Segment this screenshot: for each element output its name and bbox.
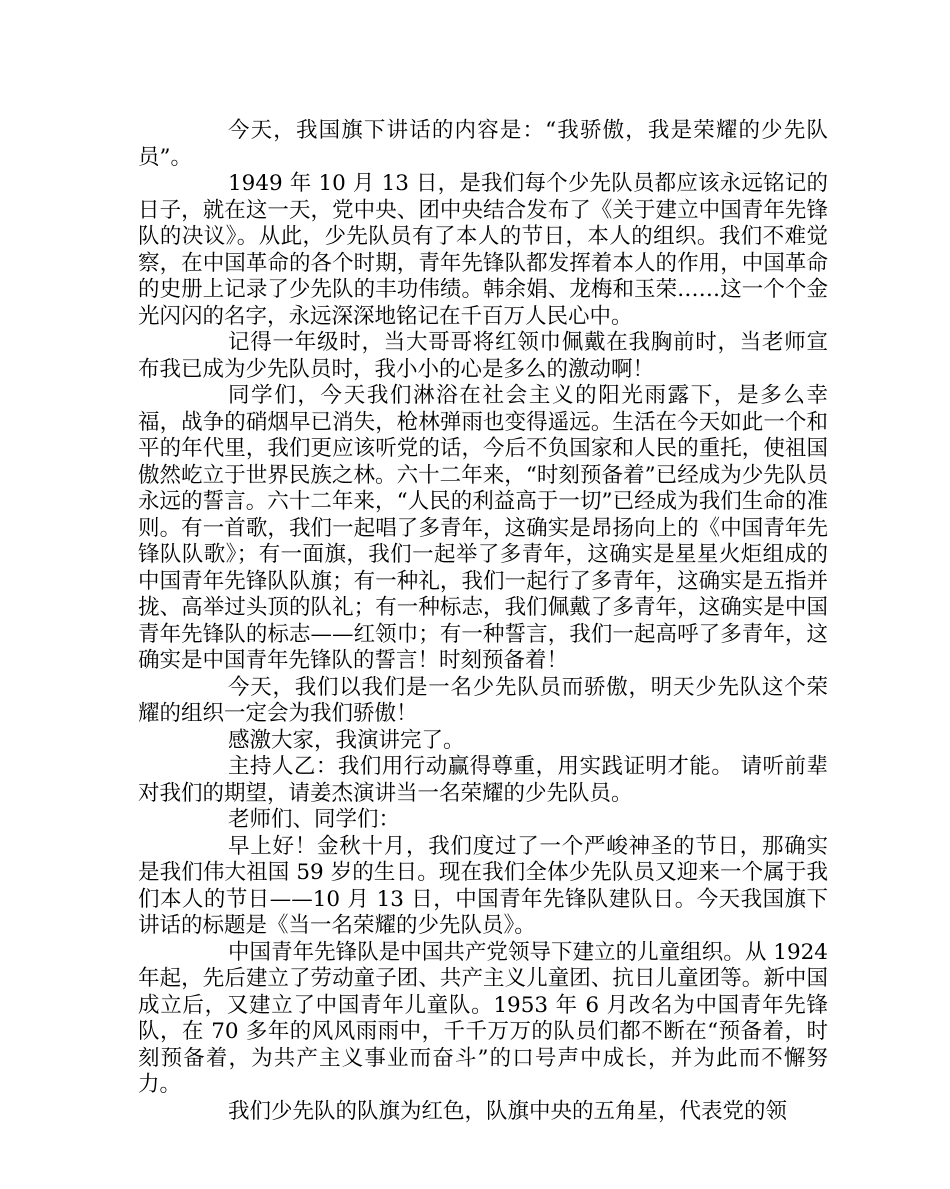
paragraph-history: 中国青年先锋队是中国共产党领导下建立的儿童组织。从 1924 年起，先后建立了劳动童子团、共产主义儿童团、抗日儿童团等。新中国成立后，又建立了中国青年儿童队。1953 年 6 月改名为中国青年先锋队，在 70 多年的风风雨雨中，千千万万的队员们都不断在“预备着，时刻预备着，为共产主义事业而奋斗”的口号声中成长，并为此而不懈努力。 — [138, 939, 828, 1097]
paragraph-salutation: 老师们、同学们： — [228, 807, 401, 832]
paragraph-thanks: 感激大家，我演讲完了。 — [228, 727, 465, 753]
paragraph-good-morning: 早上好！金秋十月，我们度过了一个严峻神圣的节日，那确实是我们伟大祖国 59 岁的生日。现在我们全体少先队员又迎来一个属于我们本人的节日——10 月 13 日，中国青年先锋队建队日。今天我国旗下讲话的标题是《当一名荣耀的少先队员》。 — [138, 833, 828, 938]
paragraph-founding-day: 1949 年 10 月 13 日，是我们每个少先队员都应该永远铭记的日子，就在这一天，党中央、团中央结合发布了《关于建立中国青年先锋队的决议》。从此，少先队员有了本人的节日，本人的组织。我们不难觉察，在中国革命的各个时期，青年先锋队都发挥着本人的作用，中国革命的史册上记录了少先队的丰功伟绩。韩余娟、龙梅和玉荣……这一个个金光闪闪的名字，永远深深地铭记在千百万人民心中。 — [138, 171, 828, 329]
paragraph-first-grade-memory: 记得一年级时，当大哥哥将红领巾佩戴在我胸前时，当老师宣布我已成为少先队员时，我小小的心是多么的激动啊！ — [138, 330, 828, 382]
paragraph-topic-intro: 今天，我国旗下讲话的内容是：“我骄傲，我是荣耀的少先队员”。 — [138, 118, 828, 170]
document-page — [138, 118, 828, 1125]
paragraph-classmates: 同学们，今天我们淋浴在社会主义的阳光雨露下，是多么幸福，战争的硝烟早已消失，枪林弹雨也变得遥远。生活在今天如此一个和平的年代里，我们更应该听党的话，今后不负国家和人民的重托，使祖国傲然屹立于世界民族之林。六十二年来，“时刻预备着”已经成为少先队员永远的誓言。六十二年来，“人民的利益高于一切”已经成为我们生命的准则。有一首歌，我们一起唱了多青年，这确实是昂扬向上的《中国青年先锋队队歌》；有一面旗，我们一起举了多青年，这确实是星星火炬组成的中国青年先锋队队旗；有一种礼，我们一起行了多青年，这确实是五指并拢、高举过头顶的队礼；有一种标志，我们佩戴了多青年，这确实是中国青年先锋队的标志——红领巾；有一种誓言，我们一起高呼了多青年，这确实是中国青年先锋队的誓言！时刻预备着！ — [138, 383, 828, 673]
paragraph-pride: 今天，我们以我们是一名少先队员而骄傲，明天少先队这个荣耀的组织一定会为我们骄傲！ — [138, 674, 828, 726]
paragraph-host-b: 主持人乙：我们用行动赢得尊重，用实践证明才能。 请听前辈对我们的期望，请姜杰演讲当一名荣耀的少先队员。 — [138, 754, 828, 806]
paragraph-flag: 我们少先队的队旗为红色，队旗中央的五角星，代表党的领 — [228, 1098, 788, 1124]
